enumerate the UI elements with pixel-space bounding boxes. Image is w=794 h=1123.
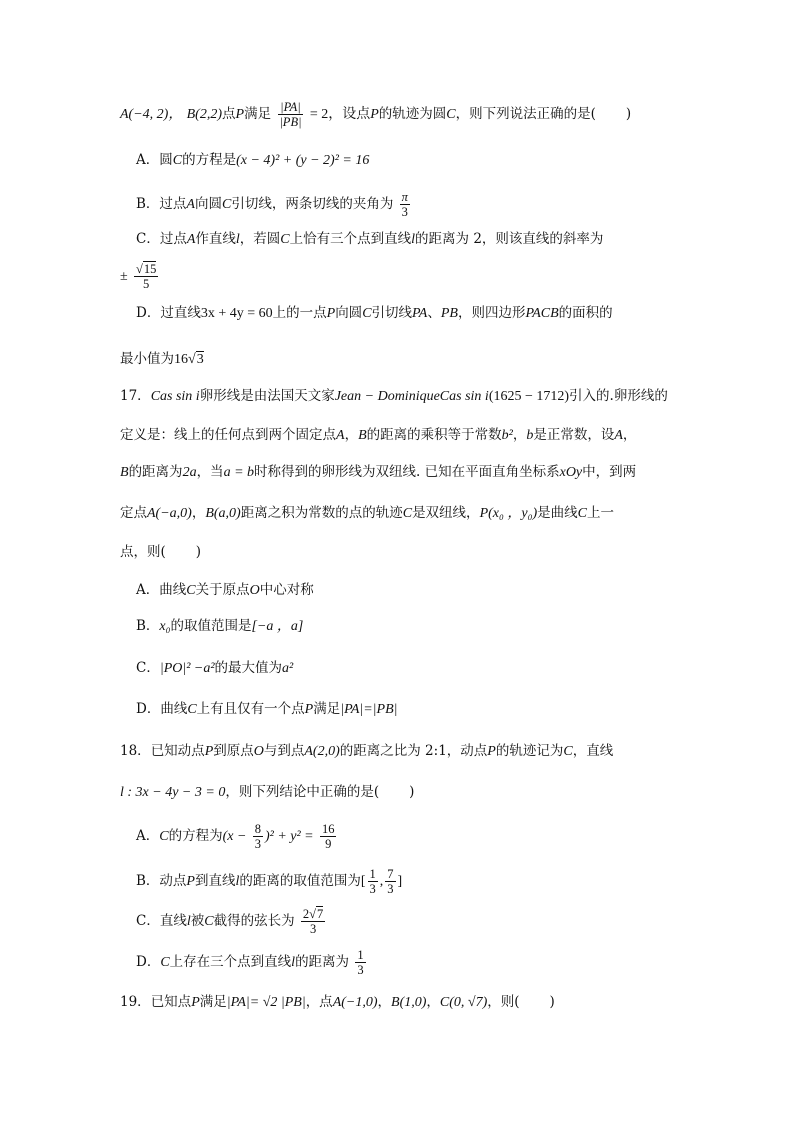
q17-option-a: A．曲线C关于原点O中心对称 bbox=[136, 582, 314, 598]
q18-option-b: B．动点P到直线l的距离的取值范围为[ $\frac{1}{3}$ , $\frac{7}{3}$ ] bbox=[136, 867, 403, 896]
circle-equation: (x − 4)² + (y − 2)² = 16 bbox=[236, 153, 370, 168]
q17-line-5: 点，则( ) bbox=[120, 544, 202, 560]
q17-line-3: B的距离为2a，当a = b时称得到的卵形线为双纽线. 已知在平面直角坐标系xOy中，到两 bbox=[120, 464, 637, 480]
q19-line-1: 19．已知点P满足|PA|= √2 |PB|，点A(−1,0)，B(1,0)，C(0, √7)，则( ) bbox=[120, 994, 555, 1010]
point-b: B(2,2) bbox=[186, 107, 223, 122]
q16-option-a: A．圆C的方程是(x − 4)² + (y − 2)² = 16 bbox=[136, 152, 370, 168]
q17-option-c: C．|PO|² −a²的最大值为a² bbox=[136, 660, 294, 676]
q16-stem: A(−4, 2)， B(2,2)点P满足 $\frac{|PA|}{|PB|}$ = 2，设点P的轨迹为圆C，则下列说法正确的是( ) bbox=[120, 100, 632, 129]
q17-option-d: D．曲线C上有且仅有一个点P满足|PA|=|PB| bbox=[136, 701, 398, 717]
q17-line-1: 17．Cas sin i卵形线是由法国天文家Jean − DominiqueCas sin i(1625 − 1712)引入的.卵形线的 bbox=[120, 388, 668, 404]
q16-option-d: D．过直线3x + 4y = 60上的一点P向圆C引切线PA、PB，则四边形PACB的面积的 bbox=[136, 305, 613, 321]
q17-line-2: 定义是：线上的任何点到两个固定点A，B的距离的乘积等于常数b²，b是正常数，设A， bbox=[120, 427, 637, 443]
q18-line-2: l : 3x − 4y − 3 = 0，则下列结论中正确的是( ) bbox=[120, 784, 415, 800]
q16-option-c-slope: ± $\frac{√15}{5}$ bbox=[120, 262, 157, 291]
q16-option-d-cont: 最小值为16√3 bbox=[120, 351, 204, 367]
q16-option-b: B．过点A向圆C引切线，两条切线的夹角为 $\frac{\pi}{3}$ bbox=[136, 190, 408, 219]
question-number-19: 19． bbox=[120, 994, 151, 1010]
q17-option-b: B．x₀的取值范围是[−a ，a] bbox=[136, 618, 304, 634]
q18-option-d: D．C上存在三个点到直线l的距离为 $\frac{1}{3}$ bbox=[136, 948, 364, 977]
point-a: A(−4, 2)， bbox=[120, 107, 183, 122]
q18-option-a: A．C的方程为(x − $\frac{8}{3}$ )² + y² = $\frac{16}{9}$ bbox=[136, 822, 335, 851]
q18-line-1: 18．已知动点P到原点O与到点A(2,0)的距离之比为 2:1，动点P的轨迹记为C，直线 bbox=[120, 743, 614, 759]
q16-option-c: C．过点A作直线l，若圆C上恰有三个点到直线l的距离为 2，则该直线的斜率为 bbox=[136, 231, 604, 247]
q17-line-4: 定点A(−a,0)，B(a,0)距离之积为常数的点的轨迹C是双纽线，P(x₀ ，y₀)是曲线C上一 bbox=[120, 505, 614, 521]
ratio-fraction: $\frac{|PA|}{|PB|}$ bbox=[279, 100, 302, 129]
question-number-18: 18． bbox=[120, 743, 151, 759]
q18-option-c: C．直线l被C截得的弦长为 $\frac{2√7}{3}$ bbox=[136, 907, 324, 936]
question-number-17: 17． bbox=[120, 388, 151, 404]
